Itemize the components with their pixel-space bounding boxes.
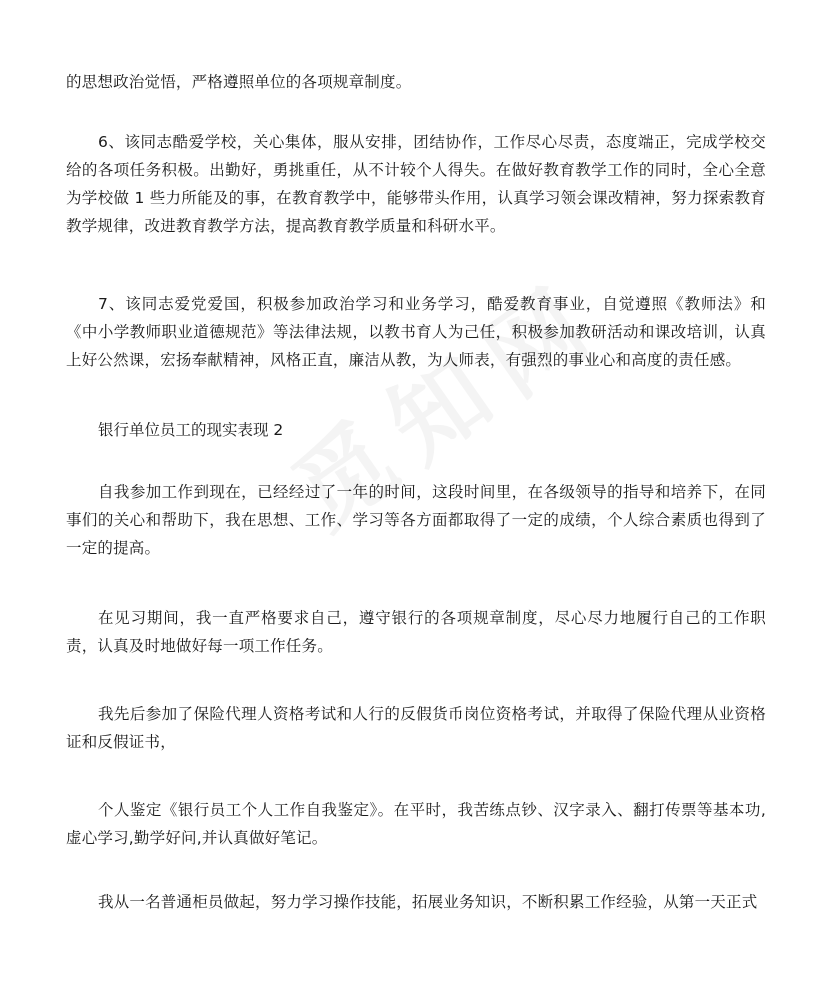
paragraph-item-7: 7、该同志爱党爱国，积极参加政治学习和业务学习，酷爱教育事业，自觉遵照《教师法》和《中小学教师职业道德规范》等法律法规，以教书育人为己任，积极参加教研活动和课改培训，认真上好公然课，宏扬奉献精神，风格正直，廉洁从教，为人师表，有强烈的事业心和高度的责任感。 [66,295,766,369]
paragraph-intro: 自我参加工作到现在，已经经过了一年的时间，这段时间里，在各级领导的指导和培养下，在同事们的关心和帮助下，我在思想、工作、学习等各方面都取得了一定的成绩，个人综合素质也得到了一定的提高。 [66,483,766,557]
paragraph-probation: 在见习期间，我一直严格要求自己，遵守银行的各项规章制度，尽心尽力地履行自己的工作职责，认真及时地做好每一项工作任务。 [66,609,766,655]
paragraph-item-6: 6、该同志酷爱学校，关心集体，服从安排，团结协作，工作尽心尽责，态度端正，完成学校交给的各项任务积极。出勤好，勇挑重任，从不计较个人得失。在做好教育教学工作的同时，全心全意为学校做 1 些力所能及的事，在教育教学中，能够带头作用，认真学习领会课改精神，努力探索教育教学规律，改进教育教学方法，提高教育教学质量和科研水平。 [66,133,766,235]
paragraph-teller: 我从一名普通柜员做起，努力学习操作技能，拓展业务知识，不断积累工作经验，从第一天正式 [98,893,758,911]
paragraph-self-assessment: 个人鉴定《银行员工个人工作自我鉴定》。在平时，我苦练点钞、汉字录入、翻打传票等基本功,虚心学习,勤学好问,并认真做好笔记。 [66,801,766,847]
section-heading: 银行单位员工的现实表现 2 [98,421,284,439]
paragraph-continuation: 的思想政治觉悟，严格遵照单位的各项规章制度。 [66,73,412,91]
paragraph-exams: 我先后参加了保险代理人资格考试和人行的反假货币岗位资格考试，并取得了保险代理从业资格证和反假证书， [66,705,766,751]
